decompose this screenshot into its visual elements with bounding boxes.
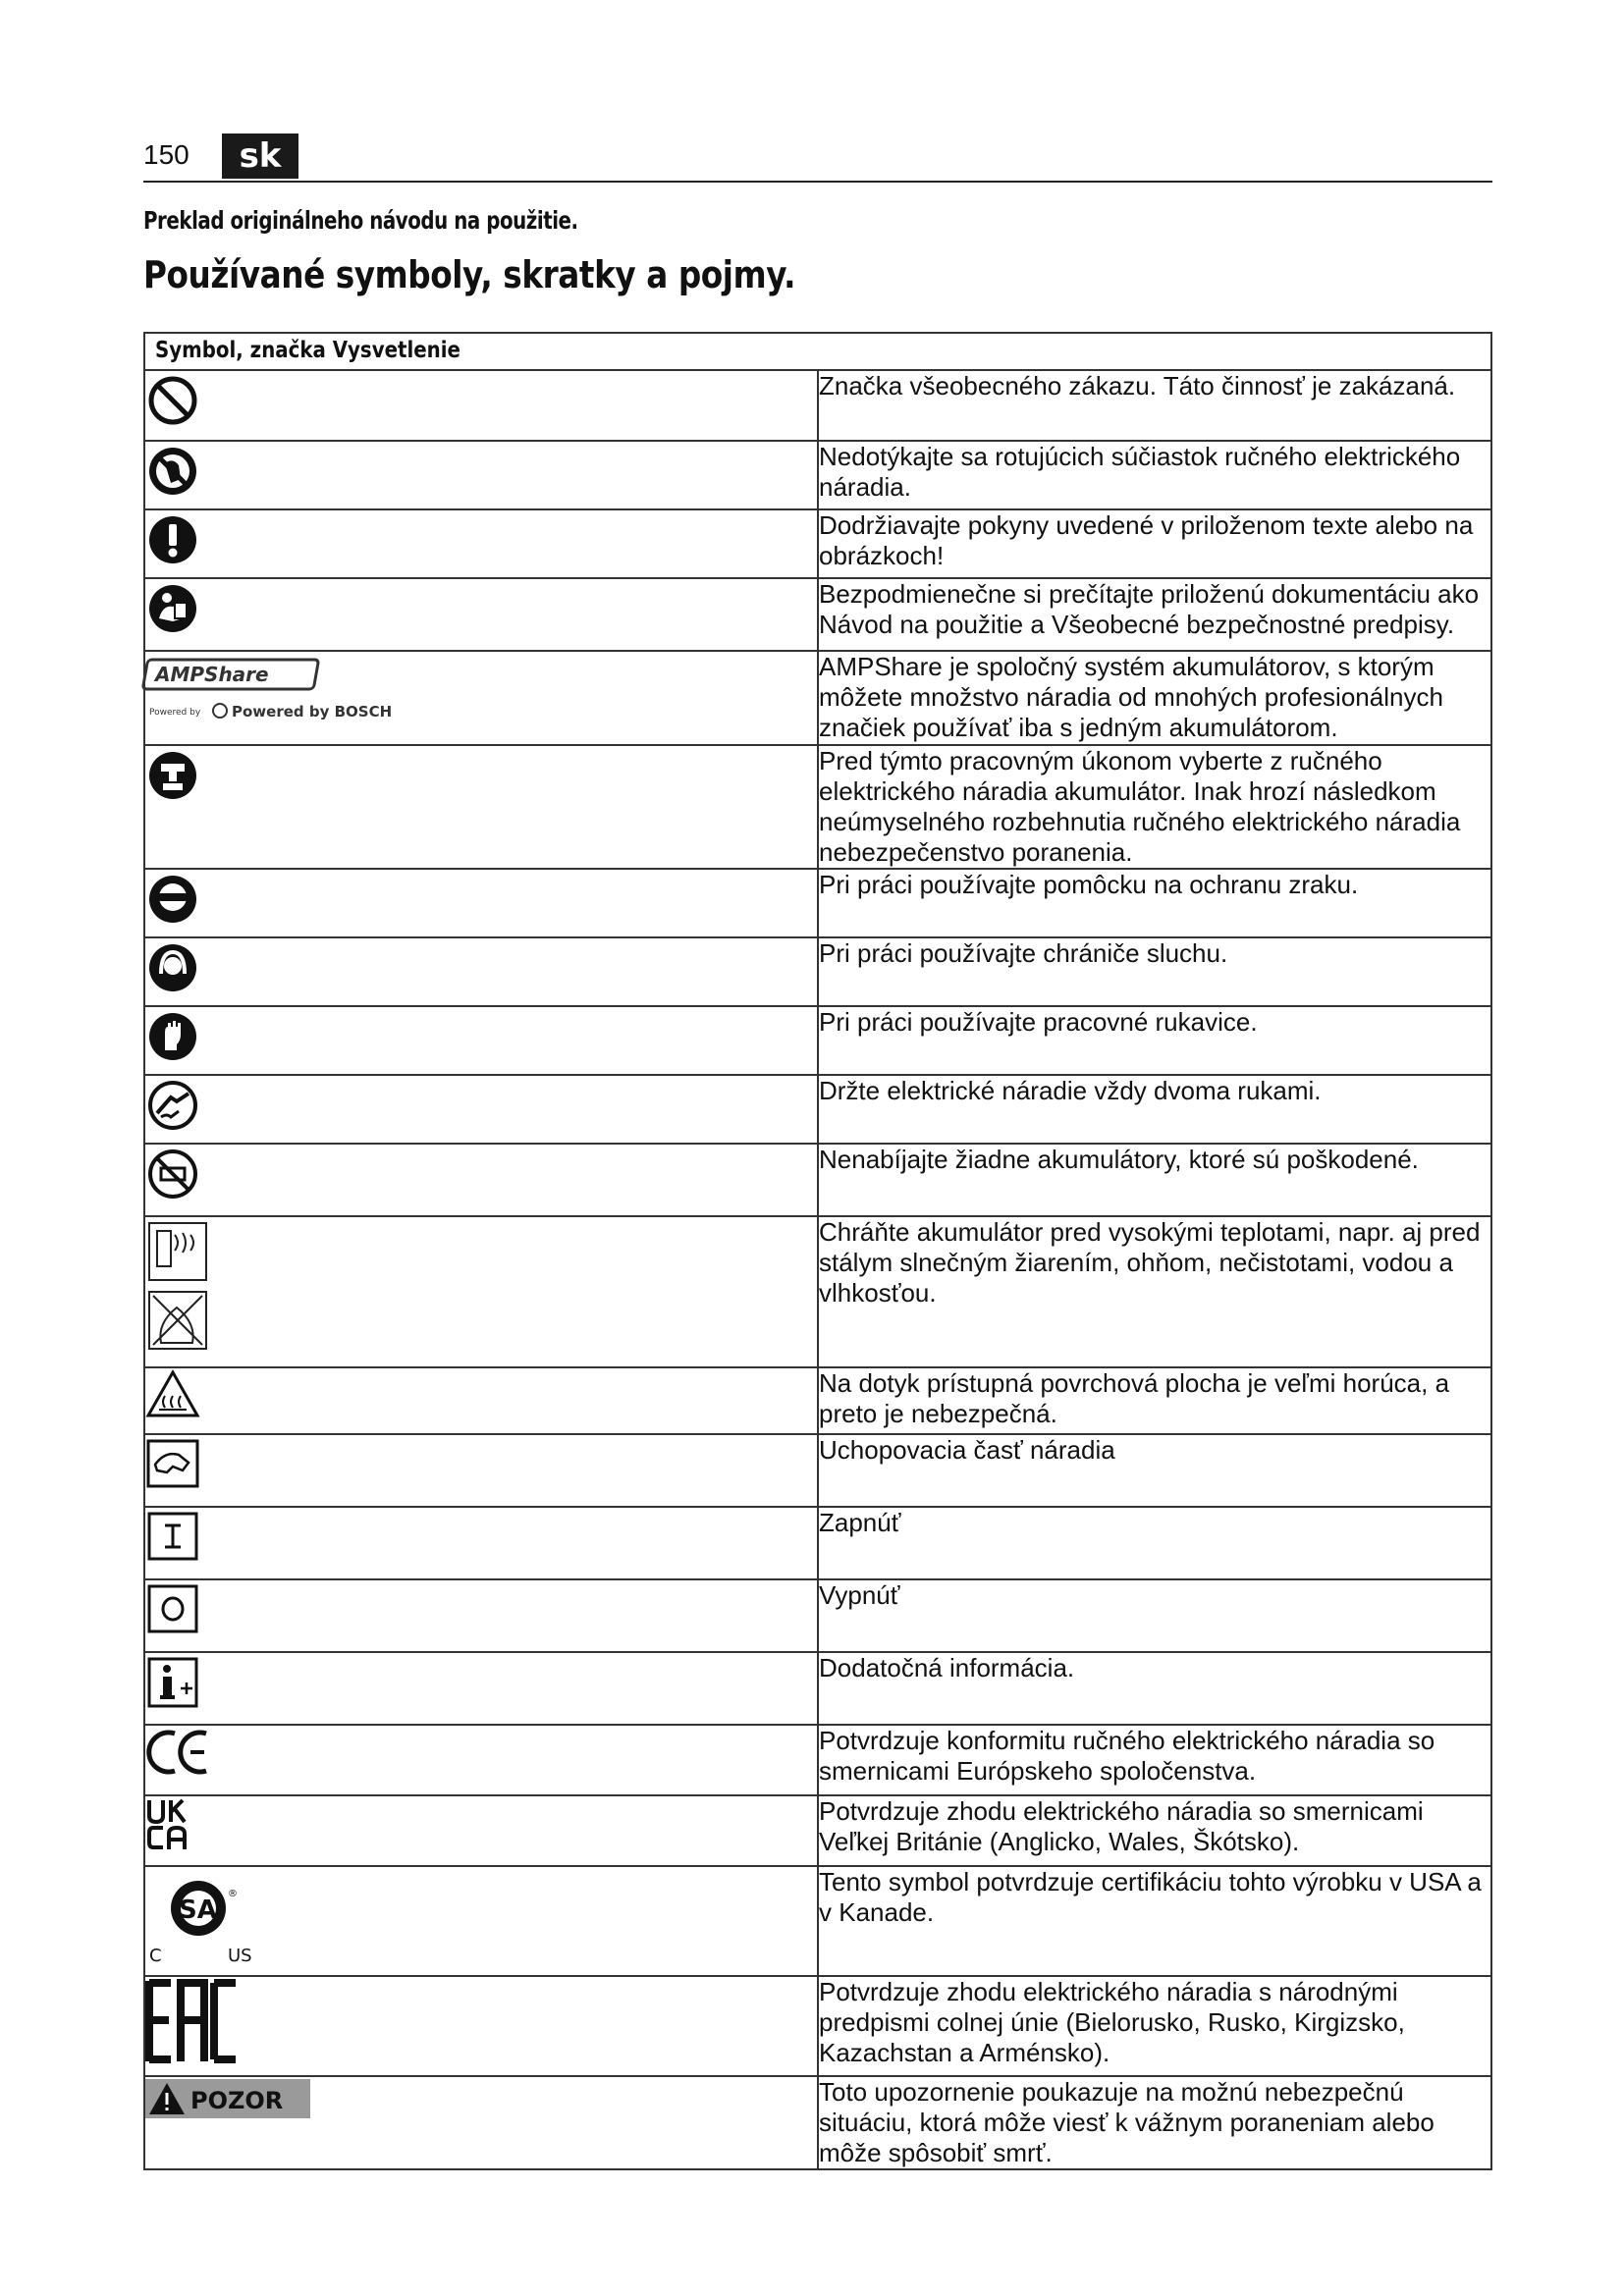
symbol-cell: [144, 1075, 818, 1144]
description-cell: Dodatočná informácia.: [818, 1652, 1491, 1725]
symbol-cell: [144, 509, 818, 578]
table-row: [144, 370, 1491, 441]
table-header-text: Symbol, značka Vysvetlenie: [155, 338, 460, 363]
description-cell: Uchopovacia časť náradia: [818, 1434, 1491, 1507]
description-cell: Dodržiavajte pokyny uvedené v priloženom texte alebo na obrázkoch!: [818, 509, 1491, 578]
table-row: [144, 1075, 1491, 1144]
description-cell: Potvrdzuje zhodu elektrického náradia s národnými predpismi colnej únie (Bielorusko, Rusko, Kirgizsko, Kazachstan a Arménsko).: [818, 1976, 1491, 2076]
remove-battery-icon: [145, 746, 817, 801]
info-icon: [145, 1653, 817, 1710]
page-title: Používané symboly, skratky a pojmy.: [143, 253, 796, 296]
table-row: [144, 441, 1491, 509]
table-row: [144, 1866, 1491, 1976]
description-cell: Pri práci používajte pracovné rukavice.: [818, 1006, 1491, 1075]
ukca-mark-icon: [145, 1796, 817, 1853]
prohibition-icon: [145, 371, 817, 426]
description-cell: Bezpodmienečne si prečítajte priloženú dokumentáciu ako Návod na použitie a Všeobecné bezpečnostné predpisy.: [818, 578, 1491, 651]
symbol-cell: [144, 1144, 818, 1216]
symbol-cell: [144, 1652, 818, 1725]
ce-mark-icon: [145, 1726, 817, 1777]
table-row: [144, 1216, 1491, 1367]
page-header: [143, 133, 1492, 183]
symbol-cell: [144, 2076, 818, 2169]
description-cell: Toto upozornenie poukazuje na možnú nebezpečnú situáciu, ktorá môže viesť k vážnym poraneniam alebo môže spôsobiť smrť.: [818, 2076, 1491, 2169]
table-row: [144, 1579, 1491, 1652]
read-manual-icon: [145, 579, 817, 634]
power-off-icon: [145, 1580, 817, 1635]
symbol-cell: [144, 1976, 818, 2076]
eye-protection-icon: [145, 870, 817, 925]
description-cell: Pri práci používajte chrániče sluchu.: [818, 937, 1491, 1006]
description-cell: AMPShare je spoločný systém akumulátorov, s ktorým môžete množstvo náradia od mnohých profesionálnych značiek používať iba s jedným akumulátorom.: [818, 651, 1491, 745]
symbol-cell: [144, 937, 818, 1006]
symbol-cell: [144, 1006, 818, 1075]
ampshare-logo-text: AMPShare: [155, 663, 269, 686]
description-cell: Značka všeobecného zákazu. Táto činnosť je zakázaná.: [818, 370, 1491, 441]
table-row: [144, 1725, 1491, 1795]
description-cell: Držte elektrické náradie vždy dvoma rukami.: [818, 1075, 1491, 1144]
symbol-cell: [144, 1795, 818, 1866]
page-number: 150: [143, 139, 189, 170]
no-touch-rotating-parts-icon: [145, 442, 817, 497]
warning-pozor-icon: [145, 2077, 817, 2122]
battery-temperature-icon: [145, 1217, 817, 1355]
symbol-cell: [144, 370, 818, 441]
symbol-cell: [144, 869, 818, 937]
table-row: [144, 869, 1491, 937]
svg-text:®: ®: [228, 1889, 238, 1899]
table-header-row: [144, 333, 1491, 370]
symbol-cell: [144, 1507, 818, 1579]
table-row: [144, 1434, 1491, 1507]
symbol-cell: [144, 1579, 818, 1652]
table-row: [144, 2076, 1491, 2169]
table-row: [144, 1507, 1491, 1579]
svg-text:Powered by: Powered by: [149, 708, 201, 718]
symbol-cell: [144, 651, 818, 745]
ear-protection-icon: [145, 938, 817, 993]
description-cell: Chráňte akumulátor pred vysokými teplotami, napr. aj pred stálym slnečným žiarením, ohňom, nečistotami, vodou a vlhkosťou.: [818, 1216, 1491, 1367]
table-row: [144, 651, 1491, 745]
no-damaged-battery-icon: [145, 1145, 817, 1200]
table-row: [144, 1976, 1491, 2076]
symbol-cell: [144, 441, 818, 509]
description-cell: Zapnúť: [818, 1507, 1491, 1579]
symbol-cell: [144, 1434, 818, 1507]
svg-text:C: C: [149, 1946, 162, 1966]
table-row: [144, 1652, 1491, 1725]
description-cell: Potvrdzuje zhodu elektrického náradia so smernicami Veľkej Británie (Anglicko, Wales, Škótsko).: [818, 1795, 1491, 1866]
symbols-table: [143, 332, 1492, 2170]
table-row: [144, 1006, 1491, 1075]
table-row: [144, 509, 1491, 578]
svg-text:SA: SA: [179, 1896, 217, 1925]
language-badge: sk: [222, 133, 298, 179]
description-cell: Vypnúť: [818, 1579, 1491, 1652]
table-header: [144, 333, 1491, 370]
description-cell: Pred týmto pracovným úkonom vyberte z ručného elektrického náradia akumulátor. Inak hrozí následkom neúmyselného rozbehnutia ručného elektrického náradia nebezpečenstvo poranenia.: [818, 745, 1491, 869]
hot-surface-icon: [145, 1368, 817, 1419]
general-mandatory-exclamation-icon: [145, 510, 817, 565]
gloves-icon: [145, 1007, 817, 1062]
svg-text:US: US: [228, 1946, 252, 1966]
eac-mark-icon: [145, 1977, 817, 2065]
symbol-cell: [144, 745, 818, 869]
description-cell: Na dotyk prístupná povrchová plocha je veľmi horúca, a preto je nebezpečná.: [818, 1367, 1491, 1434]
description-cell: Tento symbol potvrdzuje certifikáciu tohto výrobku v USA a v Kanade.: [818, 1866, 1491, 1976]
power-on-icon: [145, 1508, 817, 1563]
table-row: [144, 745, 1491, 869]
ampshare-logo-icon: [145, 652, 817, 728]
description-cell: Nenabíjajte žiadne akumulátory, ktoré sú poškodené.: [818, 1144, 1491, 1216]
bosch-brand-text: Powered by BOSCH: [232, 703, 393, 721]
table-row: [144, 1795, 1491, 1866]
symbol-cell: [144, 1367, 818, 1434]
table-row: [144, 1144, 1491, 1216]
description-cell: Pri práci používajte pomôcku na ochranu zraku.: [818, 869, 1491, 937]
pozor-label: POZOR: [190, 2087, 284, 2114]
description-cell: Nedotýkajte sa rotujúcich súčiastok ručného elektrického náradia.: [818, 441, 1491, 509]
table-row: [144, 1367, 1491, 1434]
symbol-cell: [144, 1216, 818, 1367]
csa-mark-icon: [145, 1867, 817, 1965]
document-subtitle: Preklad originálneho návodu na použitie.: [143, 206, 578, 235]
two-hands-icon: [145, 1076, 817, 1131]
symbol-cell: [144, 1725, 818, 1795]
symbol-cell: [144, 578, 818, 651]
table-row: [144, 578, 1491, 651]
grip-area-icon: [145, 1435, 817, 1490]
description-cell: Potvrdzuje konformitu ručného elektrického náradia so smernicami Európskeho spoločenstva.: [818, 1725, 1491, 1795]
symbol-cell: [144, 1866, 818, 1976]
table-row: [144, 937, 1491, 1006]
